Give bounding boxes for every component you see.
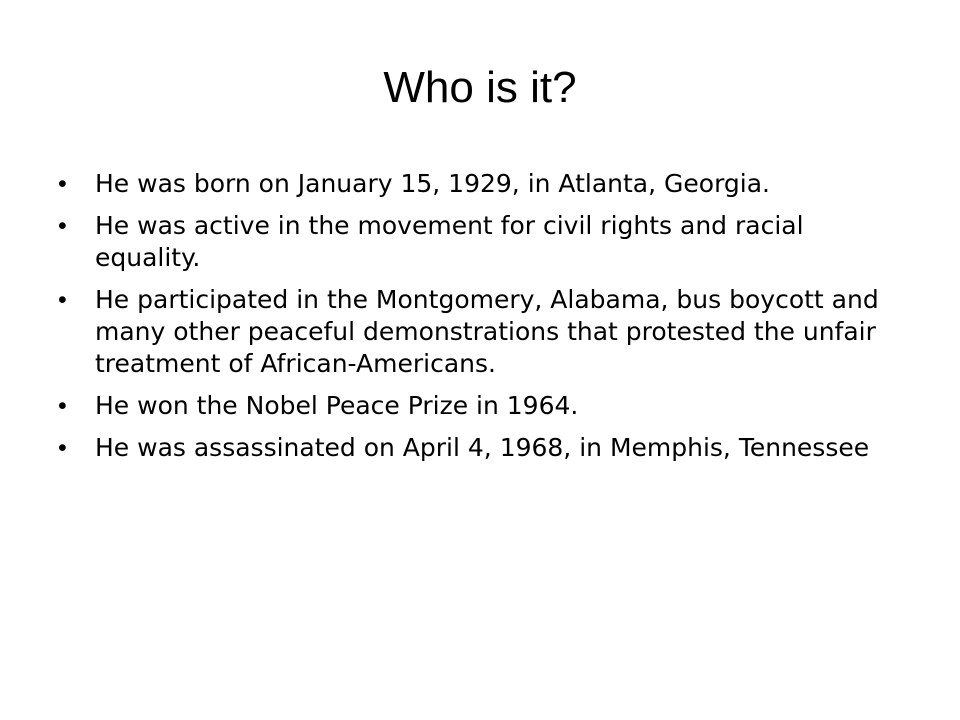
slide-title: Who is it?: [383, 63, 577, 112]
bullet-icon: •: [58, 212, 67, 240]
bullet-item-boycott: [58, 284, 888, 380]
bullet-item-birth: [58, 168, 888, 200]
bullet-item-assassination: [58, 432, 888, 464]
bullet-icon: •: [58, 434, 67, 462]
bullet-icon: •: [58, 392, 67, 420]
bullet-text: He was born on January 15, 1929, in Atlanta, Georgia.: [95, 169, 770, 198]
bullet-icon: •: [58, 170, 67, 198]
bullet-text: He won the Nobel Peace Prize in 1964.: [95, 391, 579, 420]
bullet-item-nobel: [58, 390, 888, 422]
bullet-text: He participated in the Montgomery, Alabama, bus boycott and many other peaceful demonstrations that protested the unfair treatment of African-Americans.: [95, 285, 879, 378]
bullet-text: He was assassinated on April 4, 1968, in Memphis, Tennessee: [95, 433, 870, 462]
bullet-item-civil-rights: [58, 210, 888, 274]
bullet-icon: •: [58, 286, 67, 314]
bullet-list: [58, 168, 888, 474]
bullet-text: He was active in the movement for civil rights and racial equality.: [95, 211, 804, 272]
